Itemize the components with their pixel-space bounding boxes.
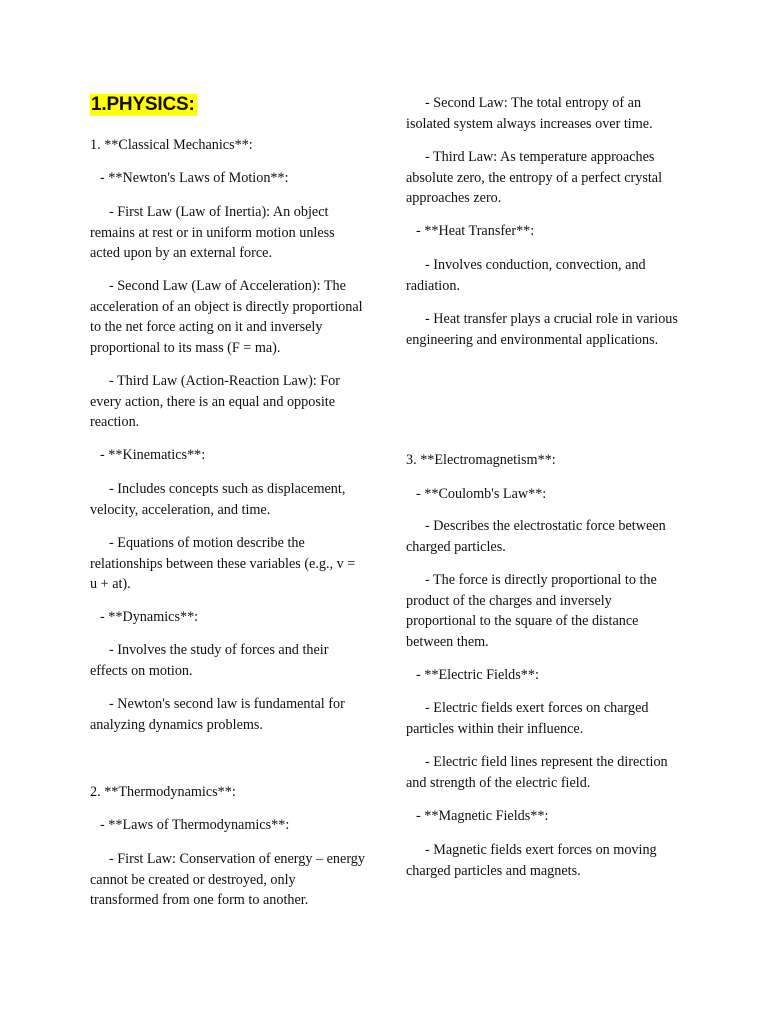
subheading: - **Laws of Thermodynamics**: — [100, 817, 290, 833]
subheading: - **Heat Transfer**: — [416, 223, 535, 239]
bullet-paragraph: - Second Law: The total entropy of an isolated system always increases over time. — [406, 95, 653, 132]
subheading: - **Kinematics**: — [100, 447, 206, 463]
subheading: - **Magnetic Fields**: — [416, 808, 549, 824]
subheading: - **Dynamics**: — [100, 609, 199, 625]
bullet-paragraph: - Involves conduction, convection, and radiation. — [406, 257, 646, 294]
bullet-paragraph: - Includes concepts such as displacement, velocity, acceleration, and time. — [90, 481, 346, 518]
numbered-heading: 1. **Classical Mechanics**: — [90, 137, 253, 153]
bullet-paragraph: - Third Law: As temperature approaches absolute zero, the entropy of a perfect crystal approaches zero. — [406, 149, 663, 206]
bullet-paragraph: - Describes the electrostatic force between charged particles. — [406, 518, 666, 555]
bullet-paragraph: - The force is directly proportional to the product of the charges and inversely proportional to the square of the distance between them. — [406, 572, 657, 650]
bullet-paragraph: - Electric field lines represent the direction and strength of the electric field. — [406, 754, 668, 791]
numbered-heading: 3. **Electromagnetism**: — [406, 452, 556, 468]
numbered-heading: 2. **Thermodynamics**: — [90, 784, 236, 800]
subheading: - **Electric Fields**: — [416, 667, 539, 683]
bullet-paragraph: - Equations of motion describe the relationships between these variables (e.g., v = u + at). — [90, 535, 356, 592]
bullet-paragraph: - First Law: Conservation of energy – energy cannot be created or destroyed, only transformed from one form to another. — [90, 851, 365, 908]
bullet-paragraph: - Third Law (Action-Reaction Law): For every action, there is an equal and opposite reaction. — [90, 373, 341, 430]
subheading: - **Newton's Laws of Motion**: — [100, 170, 289, 186]
section-heading: 1.PHYSICS: — [91, 94, 195, 115]
bullet-paragraph: - Newton's second law is fundamental for analyzing dynamics problems. — [90, 696, 345, 733]
bullet-paragraph: - Second Law (Law of Acceleration): The acceleration of an object is directly proportional to the net force acting on it and inversely proportional to its mass (F = ma). — [90, 278, 363, 356]
bullet-paragraph: - First Law (Law of Inertia): An object remains at rest or in uniform motion unless acted upon by an external force. — [90, 204, 335, 261]
bullet-paragraph: - Electric fields exert forces on charged particles within their influence. — [406, 700, 649, 737]
subheading: - **Coulomb's Law**: — [416, 486, 547, 502]
bullet-paragraph: - Magnetic fields exert forces on moving charged particles and magnets. — [406, 842, 657, 879]
bullet-paragraph: - Heat transfer plays a crucial role in various engineering and environmental applications. — [406, 311, 678, 348]
bullet-paragraph: - Involves the study of forces and their effects on motion. — [90, 642, 329, 679]
